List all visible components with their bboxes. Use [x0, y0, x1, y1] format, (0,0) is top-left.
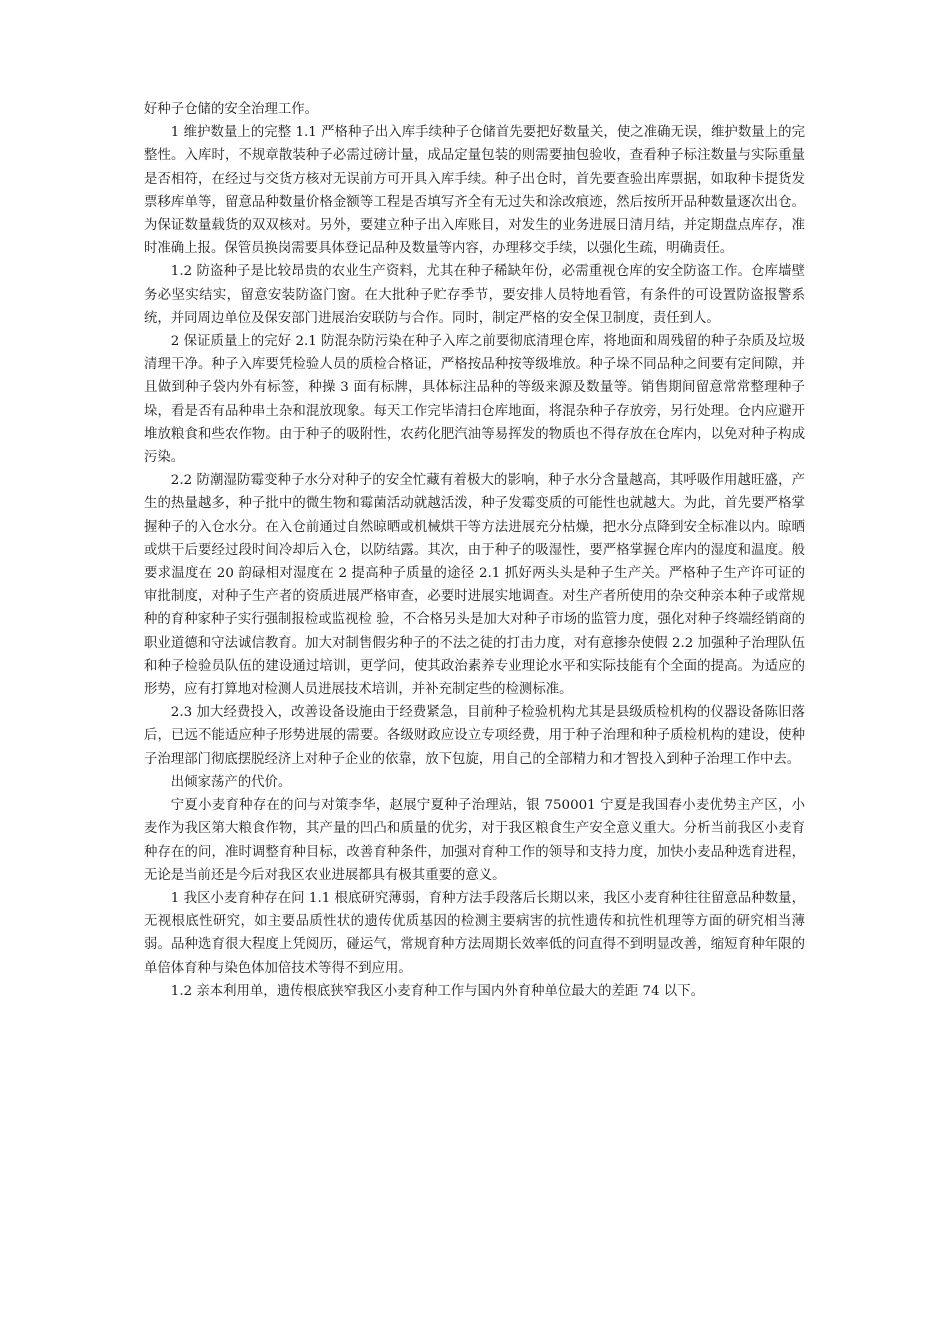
paragraph-0: 好种子仓储的安全治理工作。	[144, 102, 319, 117]
document-body	[144, 98, 805, 1003]
paragraph-1: 1 维护数量上的完整 1.1 严格种子出入库手续种子仓储首先要把好数量关，使之准确无误，维护数量上的完整性。入库时，不规章散装种子必需过磅计量，成品定量包装的则需要抽包验收，查看种子标注数量与实际重量是否相符，在经过与交货方核对无误前方可开具入库手续。种子出仓时，首先要查验出库票据，如取种卡提货发票移库单等，留意品种数量价格金额等工程是否填写齐全有无过失和涂改痕迹，然后按所开品种数量逐次出仓。为保证数量载货的双双核对。另外，要建立种子出入库账目，对发生的业务进展日清月结，并定期盘点库存，准时准确上报。保管员换岗需要具体登记品种及数量等内容，办理移交手续，以强化生疏，明确责任。	[144, 125, 805, 257]
paragraph-2: 1.2 防盗种子是比较昂贵的农业生产资料，尤其在种子稀缺年份，必需重视仓库的安全防盗工作。仓库墙壁务必坚实结实，留意安装防盗门窗。在大批种子贮存季节，要安排人员特地看管，有条件的可设置防盗报警系统，并同周边单位及保安部门进展治安联防与合作。同时，制定严格的安全保卫制度，责任到人。	[144, 264, 805, 326]
paragraph-4: 2.2 防潮湿防霉变种子水分对种子的安全忙藏有着极大的影响，种子水分含量越高，其呼吸作用越旺盛，产生的热量越多，种子批中的微生物和霉菌活动就越活泼，种子发霉变质的可能性也就越大。为此，首先要严格掌握种子的入仓水分。在入仓前通过自然晾晒或机械烘干等方法进展充分枯燥，把水分点降到安全标准以内。晾晒或烘干后要经过段时间冷却后入仓，以防结露。其次，由于种子的吸湿性，要严格掌握仓库内的湿度和温度。般要求温度在 20 韵碌相对湿度在 2 提高种子质量的途径 2.1 抓好两头头是种子生产关。严格种子生产许可证的审批制度，对种子生产者的资质进展严格审查，必要时进展实地调查。对生产者所使用的杂交种亲本种子或常规种的育种家种子实行强制报检或监视检 验，不合格另头是加大对种子市场的监管力度，强化对种子终端经销商的职业道德和守法诚信教育。加大对制售假劣种子的不法之徒的打击力度，对有意掺杂使假 2.2 加强种子治理队伍和种子检验员队伍的建设通过培训，更学问，使其政治素养专业理论水平和实际技能有个全面的提高。为适应的形势，应有打算地对检测人员进展技术培训，并补充制定些的检测标准。	[144, 473, 805, 698]
paragraph-9: 1.2 亲本利用单，遗传根底狭窄我区小麦育种工作与国内外育种单位最大的差距 74 以下。	[170, 983, 704, 999]
paragraph-8: 1 我区小麦育种存在问 1.1 根底研究薄弱，育种方法手段落后长期以来，我区小麦育种往往留意品种数量，无视根底性研究，如主要品质性状的遗传优质基因的检测主要病害的抗性遗传和抗性机理等方面的研究相当薄弱。品种选育很大程度上凭阅历，碰运气，常规育种方法周期长效率低的问直得不到明显改善，缩短育种年限的单倍体育种与染色体加倍技术等得不到应用。	[144, 890, 805, 976]
paragraph-5: 2.3 加大经费投入，改善设备设施由于经费紧急，目前种子检验机构尤其是县级质检机构的仪器设备陈旧落后，已远不能适应种子形势进展的需要。各级财政应设立专项经费，用于种子治理和种子质检机构的建设，使种子治理部门彻底摆脱经济上对种子企业的依靠，放下包旋，用自己的全部精力和才智投入到种子治理工作中去。	[144, 705, 805, 767]
paragraph-7: 宁夏小麦育种存在的问与对策李华，赵展宁夏种子治理站，银 750001 宁夏是我国春小麦优势主产区，小麦作为我区第大粮食作物，其产量的凹凸和质量的优劣，对于我区粮食生产安全意义重大。分析当前我区小麦育种存在的问，准时调整育种目标，改善育种条件，加强对育种工作的领导和支持力度，加快小麦品种选育进程，无论是当前还是今后对我区农业进展都具有极其重要的意义。	[144, 798, 805, 883]
paragraph-3: 2 保证质量上的完好 2.1 防混杂防污染在种子入库之前要彻底清理仓库，将地面和周残留的种子杂质及垃圾清理干净。种子入库要凭检验人员的质检合格证，严格按品种按等级堆放。种子垛不同品种之间要有定间隙，并且做到种子袋内外有标签，种操 3 面有标牌，具体标注品种的等级来源及数量等。销售期间留意常常整理种子垛，看是否有品种串土杂和混放现象。每天工作完毕清扫仓库地面，将混杂种子存放旁，另行处理。仓内应避开堆放粮食和些农作物。由于种子的吸附性，农药化肥汽油等易挥发的物质也不得存放在仓库内，以免对种子构成污染。	[144, 334, 805, 466]
paragraph-6: 出倾家荡产的代价。	[170, 774, 292, 790]
